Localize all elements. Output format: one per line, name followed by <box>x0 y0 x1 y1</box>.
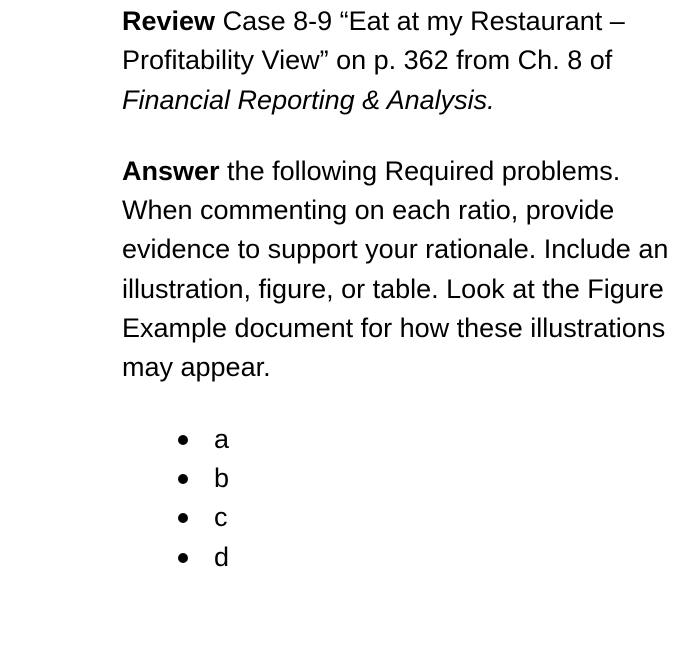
review-text: Case 8-9 “Eat at my Restaurant – Profitability View” on p. 362 from Ch. 8 of <box>122 6 625 76</box>
list-item-label: b <box>214 462 230 493</box>
list-item-label: a <box>214 423 230 454</box>
bullet-icon <box>178 513 188 523</box>
answer-text: the following Required problems. When commenting on each ratio, provide evidence to support your rationale. Include an illustration, figure, or table. Look at the Figure Example document for how these illustrations may appear. <box>122 155 669 383</box>
assignment-instructions <box>122 2 682 577</box>
list-item <box>178 538 682 577</box>
list-item <box>178 420 682 459</box>
required-items-list <box>122 420 682 577</box>
bullet-icon <box>178 553 188 563</box>
answer-lead: Answer <box>122 155 220 186</box>
list-item-label: c <box>214 502 228 533</box>
review-paragraph <box>122 2 682 120</box>
list-item <box>178 498 682 537</box>
list-item-label: d <box>214 541 230 572</box>
answer-paragraph <box>122 152 682 388</box>
book-title: Financial Reporting & Analysis. <box>122 84 495 115</box>
review-lead: Review <box>122 6 216 36</box>
bullet-icon <box>178 435 188 445</box>
list-item <box>178 459 682 498</box>
bullet-icon <box>178 474 188 484</box>
